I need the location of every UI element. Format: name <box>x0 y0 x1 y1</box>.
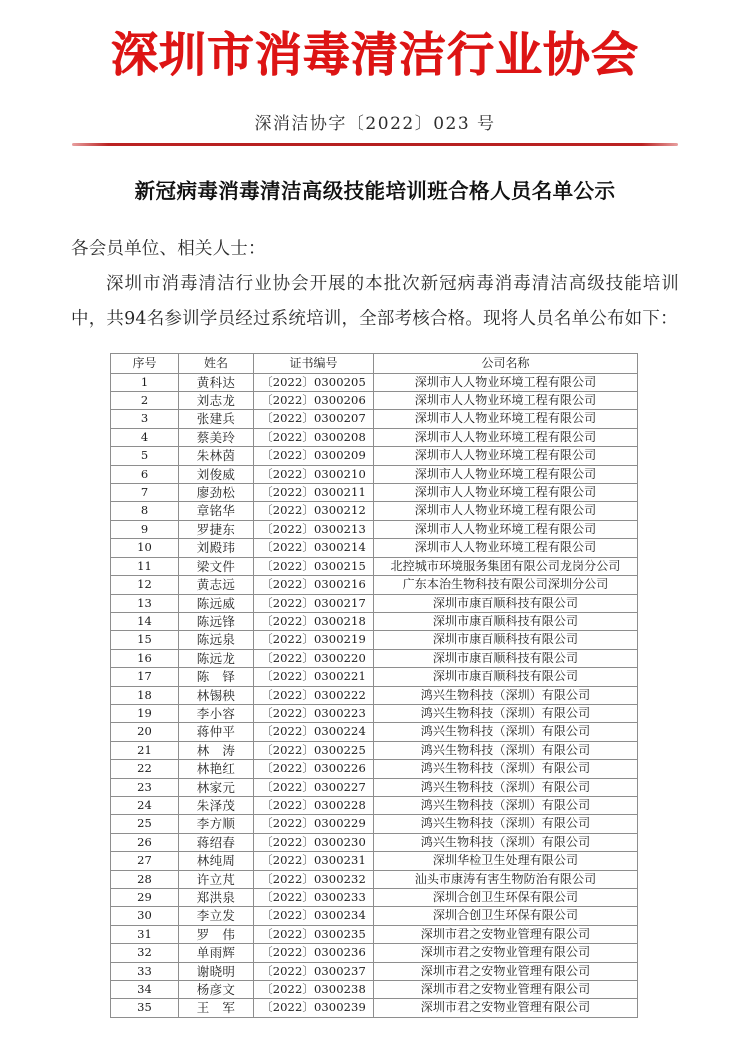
cell-certificate: 〔2022〕0300222 <box>254 686 374 704</box>
table-row <box>111 870 638 888</box>
salutation-line: 各会员单位、相关人士： <box>71 238 266 259</box>
table-row <box>111 612 638 630</box>
cell-index: 27 <box>111 852 179 870</box>
cell-index: 7 <box>111 484 179 502</box>
cell-company: 汕头市康涛有害生物防治有限公司 <box>374 870 638 888</box>
table-row <box>111 594 638 612</box>
cell-name: 单雨辉 <box>179 944 254 962</box>
cell-name: 陈 铎 <box>179 668 254 686</box>
cell-index: 34 <box>111 981 179 999</box>
cell-certificate: 〔2022〕0300216 <box>254 576 374 594</box>
cell-certificate: 〔2022〕0300210 <box>254 465 374 483</box>
table-row <box>111 520 638 538</box>
table-row <box>111 852 638 870</box>
table-row <box>111 668 638 686</box>
cell-certificate: 〔2022〕0300232 <box>254 870 374 888</box>
cell-certificate: 〔2022〕0300230 <box>254 833 374 851</box>
cell-index: 24 <box>111 796 179 814</box>
table-row <box>111 631 638 649</box>
cell-company: 鸿兴生物科技（深圳）有限公司 <box>374 833 638 851</box>
cell-company: 深圳合创卫生环保有限公司 <box>374 889 638 907</box>
cell-company: 鸿兴生物科技（深圳）有限公司 <box>374 760 638 778</box>
cell-certificate: 〔2022〕0300209 <box>254 447 374 465</box>
cell-certificate: 〔2022〕0300224 <box>254 723 374 741</box>
table-header-row <box>111 353 638 373</box>
table-row <box>111 741 638 759</box>
document-number: 深消洁协字〔2022〕023 号 <box>254 113 496 134</box>
cell-company: 鸿兴生物科技（深圳）有限公司 <box>374 741 638 759</box>
cell-certificate: 〔2022〕0300208 <box>254 428 374 446</box>
roster-table-body <box>111 373 638 1017</box>
table-row <box>111 576 638 594</box>
cell-name: 罗捷东 <box>179 520 254 538</box>
cell-name: 李方顺 <box>179 815 254 833</box>
cell-company: 深圳市人人物业环境工程有限公司 <box>374 428 638 446</box>
cell-certificate: 〔2022〕0300221 <box>254 668 374 686</box>
cell-company: 深圳市人人物业环境工程有限公司 <box>374 465 638 483</box>
cell-index: 25 <box>111 815 179 833</box>
cell-name: 林 涛 <box>179 741 254 759</box>
cell-company: 深圳合创卫生环保有限公司 <box>374 907 638 925</box>
cell-company: 鸿兴生物科技（深圳）有限公司 <box>374 723 638 741</box>
cell-certificate: 〔2022〕0300235 <box>254 925 374 943</box>
cell-company: 深圳市人人物业环境工程有限公司 <box>374 447 638 465</box>
cell-name: 梁文件 <box>179 557 254 575</box>
table-row <box>111 539 638 557</box>
cell-certificate: 〔2022〕0300217 <box>254 594 374 612</box>
cell-index: 32 <box>111 944 179 962</box>
cell-certificate: 〔2022〕0300227 <box>254 778 374 796</box>
cell-certificate: 〔2022〕0300229 <box>254 815 374 833</box>
cell-company: 深圳市康百顺科技有限公司 <box>374 594 638 612</box>
table-row <box>111 778 638 796</box>
cell-index: 3 <box>111 410 179 428</box>
cell-name: 罗 伟 <box>179 925 254 943</box>
cell-index: 31 <box>111 925 179 943</box>
table-row <box>111 686 638 704</box>
table-row <box>111 796 638 814</box>
cell-company: 深圳市康百顺科技有限公司 <box>374 668 638 686</box>
cell-certificate: 〔2022〕0300236 <box>254 944 374 962</box>
cell-name: 林纯周 <box>179 852 254 870</box>
cell-company: 深圳市君之安物业管理有限公司 <box>374 981 638 999</box>
table-row <box>111 502 638 520</box>
column-header-cert: 证书编号 <box>254 353 374 373</box>
body-paragraph: 深圳市消毒清洁行业协会开展的本批次新冠病毒消毒清洁高级技能培训中，共94名参训学员经过系统培训，全部考核合格。现将人员名单公布如下： <box>71 273 679 329</box>
cell-company: 深圳市人人物业环境工程有限公司 <box>374 373 638 391</box>
cell-index: 29 <box>111 889 179 907</box>
cell-certificate: 〔2022〕0300211 <box>254 484 374 502</box>
table-row <box>111 465 638 483</box>
cell-company: 深圳市人人物业环境工程有限公司 <box>374 392 638 410</box>
table-row <box>111 484 638 502</box>
cell-name: 王 军 <box>179 999 254 1017</box>
table-row <box>111 944 638 962</box>
cell-index: 18 <box>111 686 179 704</box>
table-row <box>111 815 638 833</box>
cell-index: 20 <box>111 723 179 741</box>
cell-name: 林家元 <box>179 778 254 796</box>
cell-company: 鸿兴生物科技（深圳）有限公司 <box>374 704 638 722</box>
cell-certificate: 〔2022〕0300226 <box>254 760 374 778</box>
cell-certificate: 〔2022〕0300213 <box>254 520 374 538</box>
cell-company: 北控城市环境服务集团有限公司龙岗分公司 <box>374 557 638 575</box>
cell-company: 深圳市康百顺科技有限公司 <box>374 631 638 649</box>
cell-certificate: 〔2022〕0300220 <box>254 649 374 667</box>
letterhead <box>0 0 750 146</box>
cell-name: 黄科达 <box>179 373 254 391</box>
cell-name: 朱林茵 <box>179 447 254 465</box>
cell-certificate: 〔2022〕0300228 <box>254 796 374 814</box>
cell-index: 19 <box>111 704 179 722</box>
cell-index: 12 <box>111 576 179 594</box>
cell-name: 李立发 <box>179 907 254 925</box>
table-row <box>111 981 638 999</box>
page-title: 新冠病毒消毒清洁高级技能培训班合格人员名单公示 <box>134 178 616 203</box>
table-row <box>111 833 638 851</box>
cell-index: 2 <box>111 392 179 410</box>
cell-certificate: 〔2022〕0300239 <box>254 999 374 1017</box>
cell-company: 深圳市人人物业环境工程有限公司 <box>374 539 638 557</box>
cell-name: 刘俊威 <box>179 465 254 483</box>
cell-name: 林艳红 <box>179 760 254 778</box>
cell-name: 张建兵 <box>179 410 254 428</box>
table-row <box>111 723 638 741</box>
cell-index: 13 <box>111 594 179 612</box>
table-row <box>111 392 638 410</box>
cell-certificate: 〔2022〕0300215 <box>254 557 374 575</box>
cell-index: 8 <box>111 502 179 520</box>
body-text <box>71 232 679 337</box>
table-row <box>111 410 638 428</box>
cell-company: 深圳市人人物业环境工程有限公司 <box>374 484 638 502</box>
cell-name: 杨彦文 <box>179 981 254 999</box>
table-row <box>111 962 638 980</box>
cell-name: 陈远龙 <box>179 649 254 667</box>
cell-company: 鸿兴生物科技（深圳）有限公司 <box>374 796 638 814</box>
table-row <box>111 907 638 925</box>
cell-company: 深圳市君之安物业管理有限公司 <box>374 999 638 1017</box>
cell-index: 15 <box>111 631 179 649</box>
cell-index: 5 <box>111 447 179 465</box>
cell-name: 刘志龙 <box>179 392 254 410</box>
cell-certificate: 〔2022〕0300212 <box>254 502 374 520</box>
cell-company: 鸿兴生物科技（深圳）有限公司 <box>374 778 638 796</box>
table-row <box>111 447 638 465</box>
cell-company: 深圳市人人物业环境工程有限公司 <box>374 502 638 520</box>
table-row <box>111 428 638 446</box>
cell-index: 10 <box>111 539 179 557</box>
cell-name: 蒋绍春 <box>179 833 254 851</box>
table-row <box>111 704 638 722</box>
cell-index: 22 <box>111 760 179 778</box>
cell-name: 蔡美玲 <box>179 428 254 446</box>
cell-certificate: 〔2022〕0300214 <box>254 539 374 557</box>
cell-name: 廖劲松 <box>179 484 254 502</box>
cell-index: 9 <box>111 520 179 538</box>
cell-company: 深圳市君之安物业管理有限公司 <box>374 925 638 943</box>
table-row <box>111 373 638 391</box>
cell-name: 黄志远 <box>179 576 254 594</box>
cell-company: 鸿兴生物科技（深圳）有限公司 <box>374 815 638 833</box>
cell-index: 26 <box>111 833 179 851</box>
cell-name: 陈远泉 <box>179 631 254 649</box>
cell-certificate: 〔2022〕0300218 <box>254 612 374 630</box>
cell-name: 蒋仲平 <box>179 723 254 741</box>
table-row <box>111 889 638 907</box>
cell-company: 广东本治生物科技有限公司深圳分公司 <box>374 576 638 594</box>
cell-index: 21 <box>111 741 179 759</box>
cell-company: 深圳市康百顺科技有限公司 <box>374 612 638 630</box>
cell-certificate: 〔2022〕0300237 <box>254 962 374 980</box>
cell-name: 章铭华 <box>179 502 254 520</box>
cell-name: 李小容 <box>179 704 254 722</box>
cell-certificate: 〔2022〕0300207 <box>254 410 374 428</box>
column-header-index: 序号 <box>111 353 179 373</box>
organization-title: 深圳市消毒清洁行业协会 <box>111 28 639 83</box>
cell-name: 朱泽茂 <box>179 796 254 814</box>
cell-name: 陈远锋 <box>179 612 254 630</box>
cell-index: 28 <box>111 870 179 888</box>
cell-company: 深圳市君之安物业管理有限公司 <box>374 944 638 962</box>
cell-name: 谢晓明 <box>179 962 254 980</box>
column-header-company: 公司名称 <box>374 353 638 373</box>
cell-company: 深圳市康百顺科技有限公司 <box>374 649 638 667</box>
cell-certificate: 〔2022〕0300205 <box>254 373 374 391</box>
cell-index: 4 <box>111 428 179 446</box>
cell-name: 陈远威 <box>179 594 254 612</box>
cell-index: 33 <box>111 962 179 980</box>
red-divider-rule <box>72 143 678 146</box>
cell-certificate: 〔2022〕0300223 <box>254 704 374 722</box>
cell-company: 深圳华检卫生处理有限公司 <box>374 852 638 870</box>
cell-index: 11 <box>111 557 179 575</box>
cell-company: 深圳市人人物业环境工程有限公司 <box>374 410 638 428</box>
cell-company: 深圳市人人物业环境工程有限公司 <box>374 520 638 538</box>
cell-certificate: 〔2022〕0300231 <box>254 852 374 870</box>
cell-name: 郑洪泉 <box>179 889 254 907</box>
cell-index: 35 <box>111 999 179 1017</box>
table-row <box>111 925 638 943</box>
table-row <box>111 760 638 778</box>
cell-certificate: 〔2022〕0300233 <box>254 889 374 907</box>
table-row <box>111 999 638 1017</box>
cell-index: 17 <box>111 668 179 686</box>
cell-index: 6 <box>111 465 179 483</box>
cell-certificate: 〔2022〕0300238 <box>254 981 374 999</box>
table-row <box>111 649 638 667</box>
cell-certificate: 〔2022〕0300206 <box>254 392 374 410</box>
roster-table <box>110 353 638 1018</box>
cell-name: 刘殿玮 <box>179 539 254 557</box>
table-row <box>111 557 638 575</box>
cell-certificate: 〔2022〕0300225 <box>254 741 374 759</box>
cell-index: 30 <box>111 907 179 925</box>
cell-company: 深圳市君之安物业管理有限公司 <box>374 962 638 980</box>
cell-index: 14 <box>111 612 179 630</box>
cell-index: 16 <box>111 649 179 667</box>
cell-name: 林锡秧 <box>179 686 254 704</box>
cell-index: 1 <box>111 373 179 391</box>
cell-certificate: 〔2022〕0300234 <box>254 907 374 925</box>
roster-table-container <box>110 353 637 1018</box>
cell-company: 鸿兴生物科技（深圳）有限公司 <box>374 686 638 704</box>
cell-index: 23 <box>111 778 179 796</box>
cell-name: 许立芃 <box>179 870 254 888</box>
column-header-name: 姓名 <box>179 353 254 373</box>
cell-certificate: 〔2022〕0300219 <box>254 631 374 649</box>
